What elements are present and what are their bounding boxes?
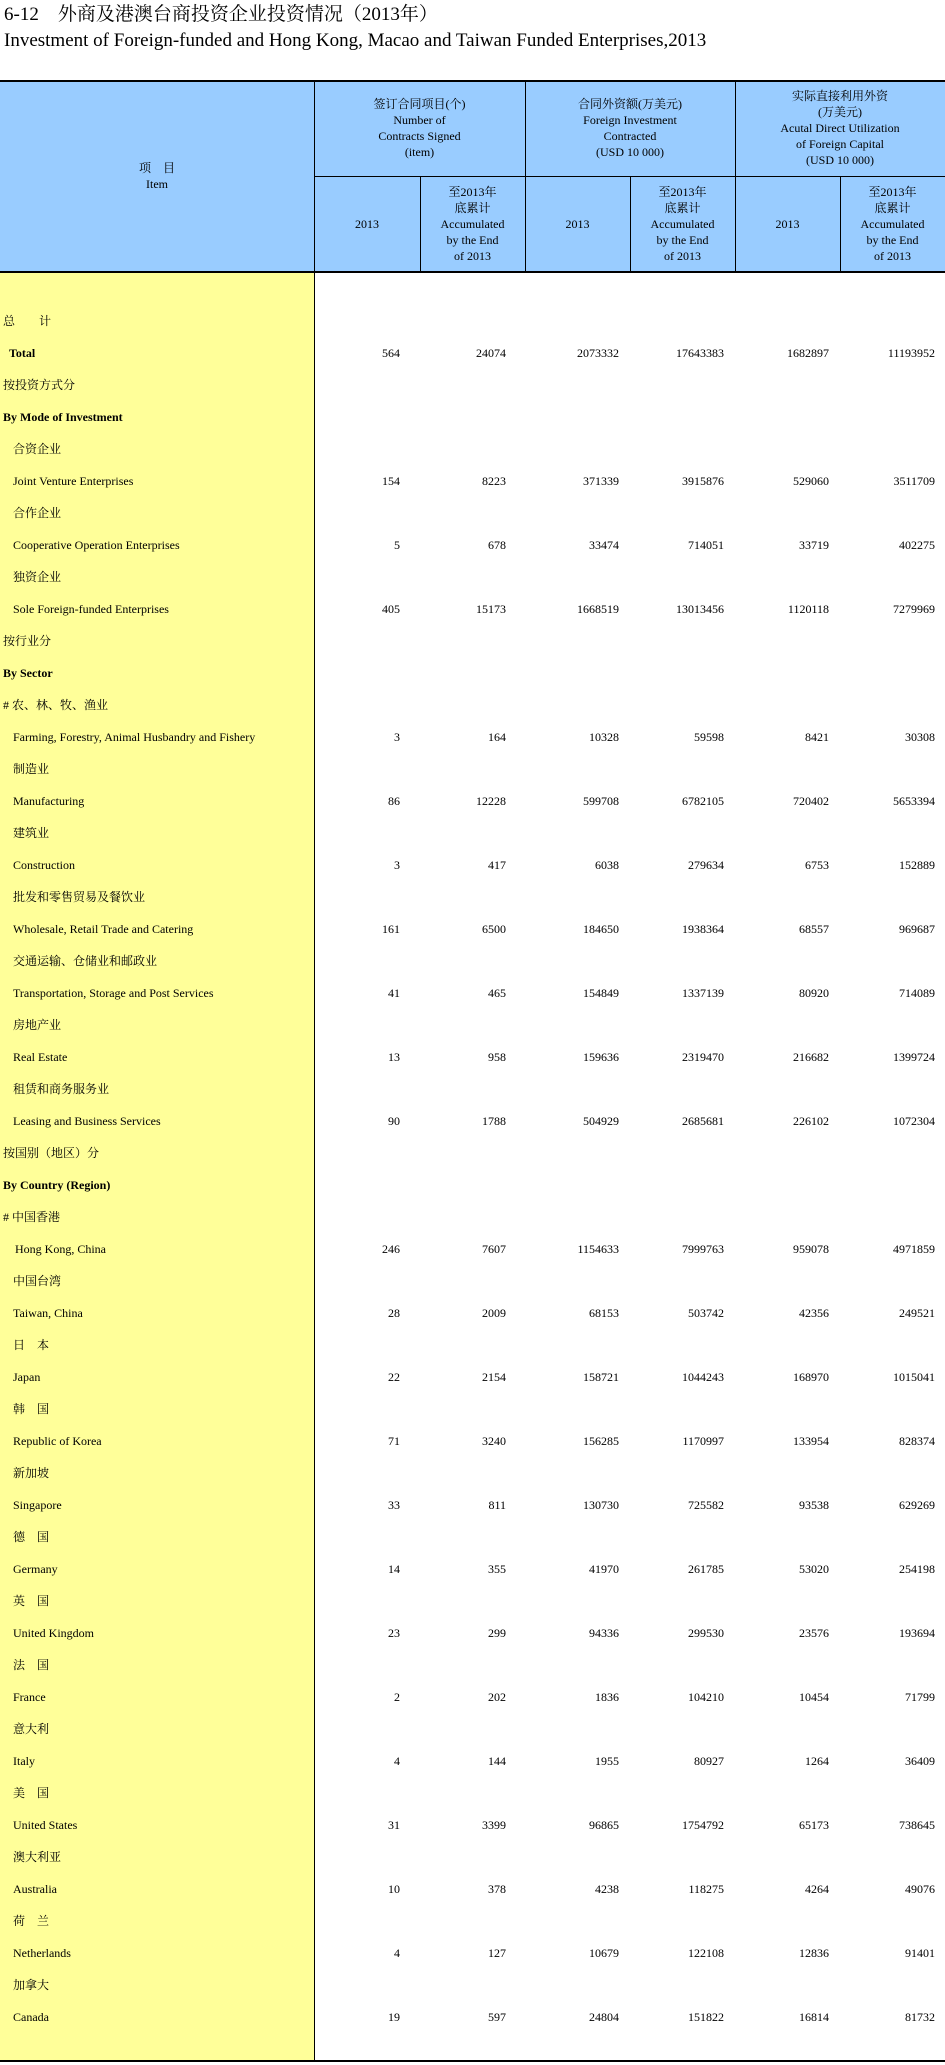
table-row: [0, 1937, 945, 1969]
row-value: 2154: [482, 1370, 506, 1384]
table-row: [0, 977, 945, 1009]
row-value: 71: [388, 1434, 400, 1448]
row-value: 23576: [799, 1626, 829, 1640]
row-value: 10328: [589, 730, 619, 744]
table-row: [0, 1777, 945, 1809]
row-label: Manufacturing: [13, 794, 85, 808]
row-value: 118275: [688, 1882, 724, 1896]
row-value: 738645: [899, 1818, 935, 1832]
row-label: 按行业分: [3, 634, 52, 648]
row-value: 402275: [899, 538, 935, 552]
row-value: 68557: [799, 922, 829, 936]
row-label: 韩 国: [13, 1402, 50, 1416]
row-value: 164: [488, 730, 506, 744]
row-value: 7999763: [682, 1242, 724, 1256]
header-accum-3: 至2013年 底累计 Accumulated by the End of 2013: [860, 185, 925, 263]
row-value: 86: [388, 794, 400, 808]
row-label: Hong Kong, China: [15, 1242, 106, 1256]
row-value: 13013456: [676, 602, 724, 616]
row-value: 249521: [899, 1306, 935, 1320]
row-value: 714089: [899, 986, 935, 1000]
row-value: 226102: [793, 1114, 829, 1128]
row-label: 日 本: [13, 1338, 50, 1352]
row-value: 811: [488, 1498, 506, 1512]
row-value: 8223: [482, 474, 506, 488]
table-row: [0, 1297, 945, 1329]
row-value: 279634: [688, 858, 724, 872]
row-value: 10454: [799, 1690, 829, 1704]
row-value: 14: [388, 1562, 400, 1576]
table-row: [0, 1553, 945, 1585]
row-value: 80920: [799, 986, 829, 1000]
row-label: Farming, Forestry, Animal Husbandry and Fishery: [13, 730, 256, 744]
row-value: 96865: [589, 1818, 619, 1832]
row-value: 725582: [688, 1498, 724, 1512]
row-value: 1788: [482, 1114, 506, 1128]
row-value: 678: [488, 538, 506, 552]
row-value: 104210: [688, 1690, 724, 1704]
row-label: # 农、林、牧、渔业: [3, 698, 109, 712]
row-value: 417: [488, 858, 506, 872]
header-year-1: 2013: [355, 217, 379, 231]
row-label: Construction: [13, 858, 75, 872]
table-row: [0, 369, 945, 401]
row-value: 156285: [583, 1434, 619, 1448]
row-value: 31: [388, 1818, 400, 1832]
row-label: Total: [9, 346, 36, 360]
row-label: 按投资方式分: [3, 378, 76, 392]
row-label: Transportation, Storage and Post Services: [13, 986, 214, 1000]
row-label: Sole Foreign-funded Enterprises: [13, 602, 169, 616]
row-value: 59598: [694, 730, 724, 744]
page-title-cn: 6-12 外商及港澳台商投资企业投资情况（2013年）: [4, 4, 438, 25]
header-year-3: 2013: [775, 217, 800, 231]
row-label: 加拿大: [13, 1978, 50, 1992]
row-value: 2009: [482, 1306, 506, 1320]
row-value: 4238: [595, 1882, 619, 1896]
row-value: 959078: [793, 1242, 829, 1256]
row-value: 503742: [688, 1306, 724, 1320]
row-value: 7607: [482, 1242, 506, 1256]
row-value: 152889: [899, 858, 935, 872]
page-title-en: Investment of Foreign-funded and Hong Kong, Macao and Taiwan Funded Enterprises,2013: [4, 30, 707, 51]
table-row: [0, 657, 945, 689]
row-value: 1668519: [577, 602, 619, 616]
row-value: 93538: [799, 1498, 829, 1512]
row-value: 1754792: [682, 1818, 724, 1832]
row-value: 94336: [589, 1626, 619, 1640]
row-value: 4: [394, 1754, 400, 1768]
row-label: 独资企业: [13, 570, 62, 584]
row-value: 564: [382, 346, 400, 360]
row-value: 3: [394, 858, 400, 872]
row-value: 504929: [583, 1114, 619, 1128]
row-value: 122108: [688, 1946, 724, 1960]
header-year-2: 2013: [565, 217, 590, 231]
row-value: 7279969: [893, 602, 935, 616]
row-value: 133954: [793, 1434, 829, 1448]
row-value: 33719: [799, 538, 829, 552]
table-row: [0, 913, 945, 945]
row-value: 2685681: [682, 1114, 724, 1128]
row-value: 4971859: [893, 1242, 935, 1256]
row-value: 254198: [899, 1562, 935, 1576]
row-value: 3399: [482, 1818, 506, 1832]
row-label: Cooperative Operation Enterprises: [13, 538, 180, 552]
row-label: 建筑业: [13, 826, 50, 840]
row-value: 1072304: [893, 1114, 935, 1128]
row-label: By Sector: [3, 666, 53, 680]
row-value: 3511709: [893, 474, 935, 488]
row-label: 房地产业: [13, 1018, 62, 1032]
row-label: 总 计: [3, 314, 52, 328]
row-value: 91401: [905, 1946, 935, 1960]
row-value: 828374: [899, 1434, 935, 1448]
row-value: 599708: [583, 794, 619, 808]
row-label: 批发和零售贸易及餐饮业: [13, 890, 146, 904]
row-label: 法 国: [13, 1658, 50, 1672]
table-row: [0, 689, 945, 721]
table-row: [0, 785, 945, 817]
investment-table: [0, 80, 945, 2064]
table-row: [0, 1169, 945, 1201]
header-accum-2: 至2013年 底累计 Accumulated by the End of 2013: [650, 185, 715, 263]
row-value: 958: [488, 1050, 506, 1064]
row-value: 193694: [899, 1626, 935, 1640]
row-value: 3915876: [682, 474, 724, 488]
row-value: 8421: [805, 730, 829, 744]
row-value: 161: [382, 922, 400, 936]
table-row: [0, 1489, 945, 1521]
row-value: 1170997: [682, 1434, 724, 1448]
row-label: Germany: [13, 1562, 58, 1576]
table-row: [0, 1137, 945, 1169]
table-row: [0, 433, 945, 465]
row-value: 261785: [688, 1562, 724, 1576]
table-row: [0, 721, 945, 753]
row-value: 1955: [595, 1754, 619, 1768]
row-value: 597: [488, 2010, 506, 2024]
row-label: 美 国: [13, 1786, 50, 1800]
row-value: 299530: [688, 1626, 724, 1640]
row-value: 144: [488, 1754, 506, 1768]
row-label: Joint Venture Enterprises: [13, 474, 134, 488]
table-row: [0, 1521, 945, 1553]
row-value: 12228: [476, 794, 506, 808]
row-value: 465: [488, 986, 506, 1000]
table-row: [0, 497, 945, 529]
row-value: 6753: [805, 858, 829, 872]
row-value: 355: [488, 1562, 506, 1576]
row-value: 71799: [905, 1690, 935, 1704]
row-label: 制造业: [13, 762, 50, 776]
row-value: 168970: [793, 1370, 829, 1384]
row-value: 1015041: [893, 1370, 935, 1384]
row-value: 130730: [583, 1498, 619, 1512]
header-actual-direct-utilization: 实际直接利用外资 (万美元) Acutal Direct Utilization of Foreign Capital (USD 10 000): [780, 89, 900, 167]
table-row: [0, 945, 945, 977]
table-row: [0, 1393, 945, 1425]
table-row: [0, 1809, 945, 1841]
table-row: [0, 2001, 945, 2033]
row-value: 1044243: [682, 1370, 724, 1384]
row-value: 28: [388, 1306, 400, 1320]
row-label: Republic of Korea: [13, 1434, 102, 1448]
row-value: 629269: [899, 1498, 935, 1512]
row-value: 1682897: [787, 346, 829, 360]
row-value: 714051: [688, 538, 724, 552]
row-value: 154849: [583, 986, 619, 1000]
row-label: United States: [13, 1818, 78, 1832]
row-value: 30308: [905, 730, 935, 744]
row-value: 1399724: [893, 1050, 935, 1064]
header-item: 项 目 Item: [138, 161, 175, 191]
table-row: [0, 1265, 945, 1297]
table-row: [0, 465, 945, 497]
table-row: [0, 1969, 945, 2001]
row-value: 405: [382, 602, 400, 616]
table-row: [0, 1201, 945, 1233]
row-value: 202: [488, 1690, 506, 1704]
row-value: 151822: [688, 2010, 724, 2024]
row-value: 90: [388, 1114, 400, 1128]
row-value: 158721: [583, 1370, 619, 1384]
row-value: 3240: [482, 1434, 506, 1448]
row-value: 1938364: [682, 922, 724, 936]
row-value: 80927: [694, 1754, 724, 1768]
row-label: 按国别（地区）分: [3, 1146, 100, 1160]
row-value: 33474: [589, 538, 619, 552]
row-value: 68153: [589, 1306, 619, 1320]
row-value: 371339: [583, 474, 619, 488]
row-label: 合资企业: [13, 442, 62, 456]
row-label: By Country (Region): [3, 1178, 111, 1192]
row-value: 2: [394, 1690, 400, 1704]
row-value: 2319470: [682, 1050, 724, 1064]
row-value: 33: [388, 1498, 400, 1512]
row-value: 42356: [799, 1306, 829, 1320]
row-label: Leasing and Business Services: [13, 1114, 161, 1128]
row-value: 13: [388, 1050, 400, 1064]
table-row: [0, 625, 945, 657]
header-contracts-signed: 签订合同项目(个) Number of Contracts Signed (item): [373, 97, 466, 159]
row-label: France: [13, 1690, 46, 1704]
table-row: [0, 305, 945, 337]
table-row: [0, 1681, 945, 1713]
row-value: 10679: [589, 1946, 619, 1960]
row-value: 41: [388, 986, 400, 1000]
row-value: 246: [382, 1242, 400, 1256]
row-value: 4264: [805, 1882, 829, 1896]
row-value: 49076: [905, 1882, 935, 1896]
row-value: 299: [488, 1626, 506, 1640]
row-label: 交通运输、仓储业和邮政业: [13, 954, 158, 968]
table-row: [0, 849, 945, 881]
row-value: 15173: [476, 602, 506, 616]
table-row: [0, 593, 945, 625]
table-row: [0, 1425, 945, 1457]
row-value: 81732: [905, 2010, 935, 2024]
row-label: Italy: [13, 1754, 35, 1768]
row-label: 荷 兰: [13, 1914, 50, 1928]
table-row: [0, 881, 945, 913]
row-value: 184650: [583, 922, 619, 936]
row-value: 22: [388, 1370, 400, 1384]
table-row: [0, 1585, 945, 1617]
row-value: 19: [388, 2010, 400, 2024]
table-row: [0, 561, 945, 593]
row-value: 36409: [905, 1754, 935, 1768]
table-row: [0, 1649, 945, 1681]
row-value: 17643383: [676, 346, 724, 360]
row-label: 新加坡: [13, 1466, 50, 1480]
table-row: [0, 1841, 945, 1873]
row-label: By Mode of Investment: [3, 410, 123, 424]
row-value: 5: [394, 538, 400, 552]
row-value: 216682: [793, 1050, 829, 1064]
row-label: 租赁和商务服务业: [13, 1082, 110, 1096]
table-row: [0, 529, 945, 561]
row-value: 127: [488, 1946, 506, 1960]
row-label: Netherlands: [13, 1946, 71, 1960]
row-value: 378: [488, 1882, 506, 1896]
row-label: 德 国: [13, 1530, 50, 1544]
row-value: 3: [394, 730, 400, 744]
row-label: Taiwan, China: [13, 1306, 83, 1320]
table-row: [0, 1713, 945, 1745]
header-accum-1: 至2013年 底累计 Accumulated by the End of 2013: [440, 185, 505, 263]
row-value: 159636: [583, 1050, 619, 1064]
row-label: Singapore: [13, 1498, 62, 1512]
row-value: 6500: [482, 922, 506, 936]
table-row: [0, 1073, 945, 1105]
table-row: [0, 1873, 945, 1905]
table-row: [0, 1905, 945, 1937]
row-label: 合作企业: [13, 506, 62, 520]
row-label: Australia: [13, 1882, 57, 1896]
table-row: [0, 1745, 945, 1777]
table-row: [0, 337, 945, 369]
row-label: Japan: [13, 1370, 41, 1384]
row-value: 2073332: [577, 346, 619, 360]
table-row: [0, 1329, 945, 1361]
table-row: [0, 1361, 945, 1393]
row-label: United Kingdom: [13, 1626, 94, 1640]
table-row: [0, 1457, 945, 1489]
row-label: # 中国香港: [3, 1210, 61, 1224]
row-value: 1264: [805, 1754, 829, 1768]
table-row: [0, 817, 945, 849]
row-label: 英 国: [13, 1594, 50, 1608]
row-value: 4: [394, 1946, 400, 1960]
row-value: 24804: [589, 2010, 619, 2024]
row-value: 24074: [476, 346, 506, 360]
row-value: 11193952: [887, 346, 935, 360]
row-value: 720402: [793, 794, 829, 808]
row-value: 65173: [799, 1818, 829, 1832]
row-value: 1120118: [787, 602, 829, 616]
table-row: [0, 1105, 945, 1137]
row-label: 中国台湾: [13, 1274, 62, 1288]
row-value: 53020: [799, 1562, 829, 1576]
row-label: Real Estate: [13, 1050, 68, 1064]
table-row: [0, 1041, 945, 1073]
row-value: 6038: [595, 858, 619, 872]
row-value: 5653394: [893, 794, 935, 808]
row-value: 41970: [589, 1562, 619, 1576]
header-foreign-investment-contracted: 合同外资额(万美元) Foreign Investment Contracted (USD 10 000): [578, 97, 682, 159]
row-label: Canada: [13, 2010, 49, 2024]
row-value: 529060: [793, 474, 829, 488]
row-value: 154: [382, 474, 400, 488]
row-value: 10: [388, 1882, 400, 1896]
row-value: 23: [388, 1626, 400, 1640]
row-value: 16814: [799, 2010, 829, 2024]
table-row: [0, 753, 945, 785]
row-value: 1337139: [682, 986, 724, 1000]
row-value: 1154633: [577, 1242, 619, 1256]
row-label: Wholesale, Retail Trade and Catering: [13, 922, 194, 936]
table-row: [0, 1009, 945, 1041]
table-row: [0, 401, 945, 433]
row-value: 12836: [799, 1946, 829, 1960]
row-label: 意大利: [13, 1722, 50, 1736]
table-row: [0, 1233, 945, 1265]
table-bottom-rule: [0, 2060, 945, 2062]
row-label: 澳大利亚: [13, 1850, 62, 1864]
table-row: [0, 1617, 945, 1649]
row-value: 969687: [899, 922, 935, 936]
row-value: 6782105: [682, 794, 724, 808]
row-value: 1836: [595, 1690, 619, 1704]
